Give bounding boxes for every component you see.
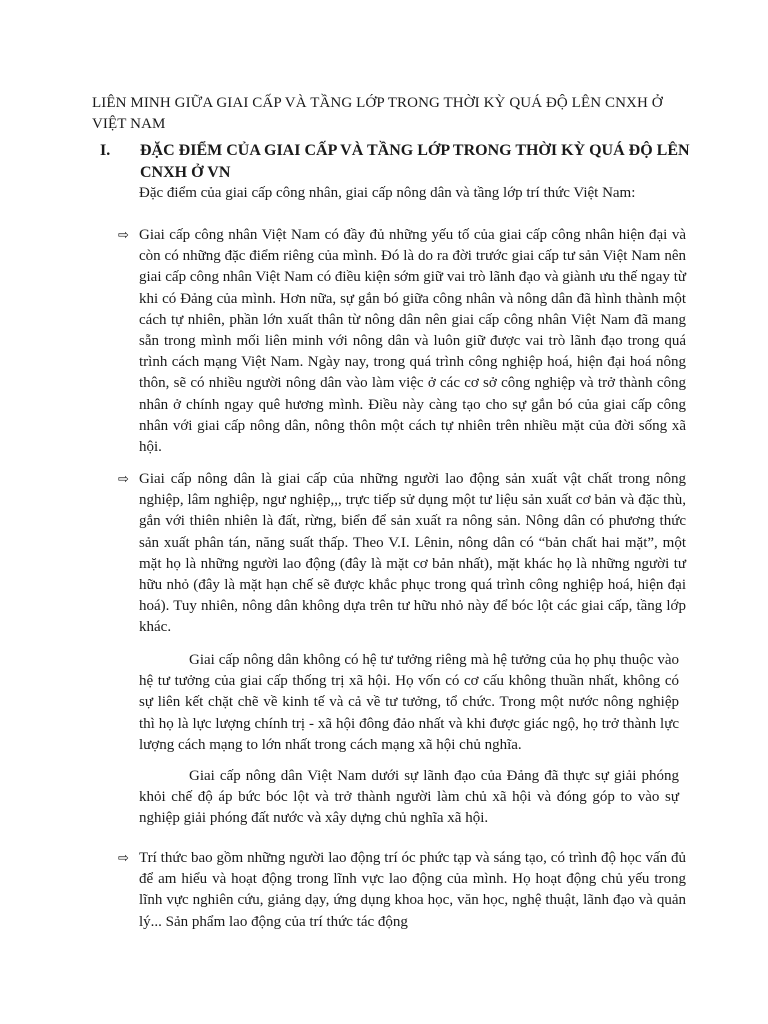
section-title: ĐẶC ĐIỂM CỦA GIAI CẤP VÀ TẦNG LỚP TRONG THỜI KỲ QUÁ ĐỘ LÊN CNXH Ở VN — [140, 142, 690, 181]
paragraph-peasant-ideology: Giai cấp nông dân không có hệ tư tưởng riêng mà hệ tưởng của họ phụ thuộc vào hệ tư tưởng của giai cấp thống trị xã hội. Họ vốn có cơ cấu không thuần nhất, không có sự liên kết chặt chẽ về kinh tế và cả về tư tưởng, tổ chức. Trong một nước nông nghiệp thì họ là lực lượng chính trị - xã hội đông đảo nhất và khi được giác ngộ, họ trở thành lực lượng cách mạng to lớn nhất trong cách mạng xã hội chủ nghĩa. — [139, 652, 679, 753]
hollow-right-arrow-icon: ⇨ — [118, 228, 129, 243]
bullet-text: Giai cấp nông dân là giai cấp của những người lao động sản xuất vật chất trong nông nghiệp, lâm nghiệp, ngư nghiệp,,, trực tiếp sử dụng một tư liệu sản xuất cơ bản và đặc thù, gắn với thiên nhiên là đất, rừng, biển để sản xuất ra nông sản. Nông dân có phương thức sản xuất phân tán, năng suất thấp. Theo V.I. Lênin, nông dân có “bản chất hai mặt”, một mặt họ là những người lao động (đây là mặt cơ bản nhất), mặt khác họ là những người tư hữu nhỏ (đây là mặt hạn chế sẽ được khắc phục trong quá trình công nghiệp hoá, hiện đại hoá). Tuy nhiên, nông dân không dựa trên tư hữu nhỏ này để bóc lột các giai cấp, tầng lớp khác. — [139, 471, 686, 636]
paragraph-vietnam-peasants: Giai cấp nông dân Việt Nam dưới sự lãnh đạo của Đảng đã thực sự giải phóng khỏi chế độ áp bức bóc lột và trở thành người làm chủ xã hội và đóng góp to vào sự nghiệp giải phóng đất nước và xây dựng chủ nghĩa xã hội. — [139, 768, 679, 827]
hollow-right-arrow-icon: ⇨ — [118, 472, 129, 487]
bullet-text: Trí thức bao gồm những người lao động trí óc phức tạp và sáng tạo, có trình độ học vấn đủ để am hiểu và hoạt động trong lĩnh vực lao động của mình. Họ hoạt động chủ yếu trong lĩnh vực nghiên cứu, giảng dạy, ứng dụng khoa học, văn học, nghệ thuật, lãnh đạo và quản lý... Sản phẩm lao động của trí thức tác động — [139, 850, 686, 930]
section-intro: Đặc điểm của giai cấp công nhân, giai cấp nông dân và tầng lớp trí thức Việt Nam: — [139, 185, 636, 201]
section-number: I. — [100, 142, 111, 159]
bullet-text: Giai cấp công nhân Việt Nam có đầy đủ những yếu tố của giai cấp công nhân hiện đại và còn có những đặc điểm riêng của mình. Đó là do ra đời trước giai cấp tư sản Việt Nam nên giai cấp công nhân Việt Nam có điều kiện sớm giữ vai trò lãnh đạo và giành ưu thế ngay từ khi có Đảng của mình. Hơn nữa, sự gắn bó giữa công nhân và nông dân đã hình thành một cách tự nhiên, phần lớn xuất thân từ nông dân nên giai cấp công nhân Việt Nam đã mang sẵn trong mình mối liên minh với nông dân và luôn giữ được vai trò lãnh đạo trong quá trình cách mạng Việt Nam. Ngày nay, trong quá trình công nghiệp hoá, hiện đại hoá nông thôn, sẽ có nhiều người nông dân vào làm việc ở các cơ sở công nghiệp và trở thành công nhân ở chính ngay quê hương mình. Điều này càng tạo cho sự gắn bó của giai cấp công nhân với giai cấp nông dân, nông thôn một cách tự nhiên trên nhiều mặt của đời sống xã hội. — [139, 227, 686, 456]
hollow-right-arrow-icon: ⇨ — [118, 851, 129, 866]
document-title: LIÊN MINH GIỮA GIAI CẤP VÀ TẦNG LỚP TRONG THỜI KỲ QUÁ ĐỘ LÊN CNXH Ở VIỆT NAM — [92, 95, 663, 132]
